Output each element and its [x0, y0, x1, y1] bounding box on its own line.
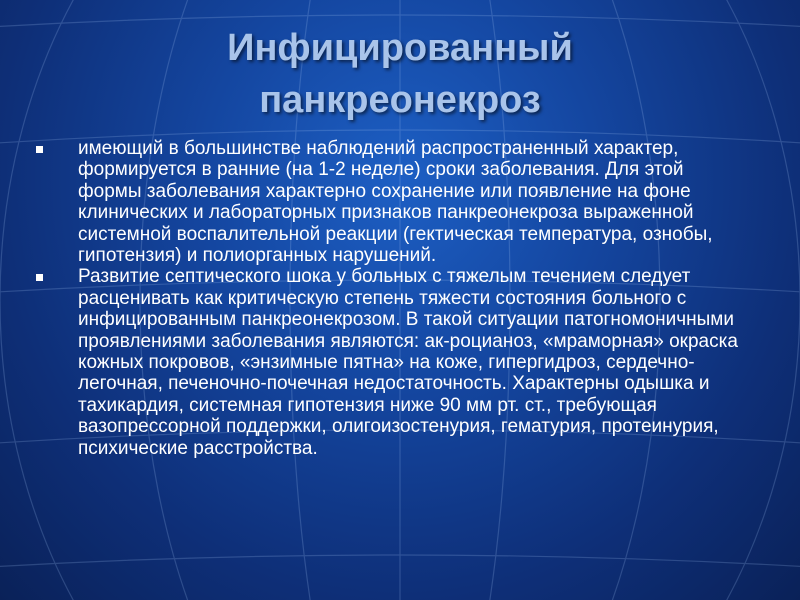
- bullet-list: [30, 138, 770, 459]
- bullet-text-2: Развитие септического шока у больных с тяжелым течением следует расценивать как критическую степень тяжести состояния больного с инфицированным панкреонекрозом. В такой ситуации патогномоничными проявлениями заболевания являются: ак-роцианоз, «мраморная» окраска кожных покровов, «энзимные пятна» на коже, гипергидроз, сердечно-легочная, печеночно-почечная недостаточность. Характерны одышка и тахикардия, системная гипотензия ниже 90 мм рт. ст., требующая вазопрессорной поддержки, олигоизостенурия, гематурия, протеинурия, психические расстройства.: [78, 266, 738, 459]
- slide-title-line-2: панкреонекроз: [259, 79, 541, 121]
- bullet-item-2: [30, 266, 770, 459]
- bullet-item-1: [30, 138, 770, 266]
- slide-title: [40, 22, 760, 126]
- square-bullet-icon: [36, 274, 43, 281]
- bullet-text-1: имеющий в большинстве наблюдений распространенный характер, формируется в ранние (на 1-2 неделе) сроки заболевания. Для этой формы заболевания характерно сохранение или появление на фоне клинических и лабораторных признаков панкреонекроза выраженной системной воспалительной реакции (гектическая температура, ознобы, гипотензия) и полиорганных нарушений.: [78, 138, 713, 267]
- square-bullet-icon: [36, 146, 43, 153]
- slide-title-line-1: Инфицированный: [227, 27, 573, 69]
